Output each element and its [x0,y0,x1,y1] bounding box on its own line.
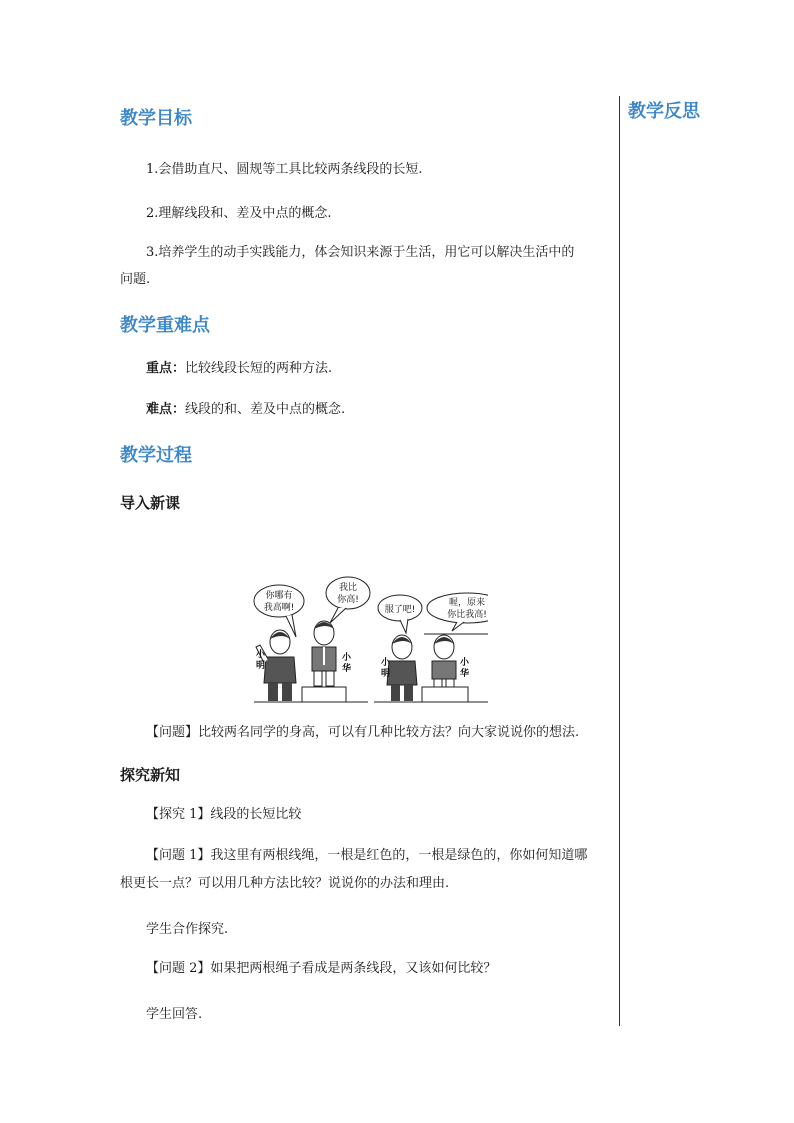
difficulty-text: 线段的和、差及中点的概念. [185,402,346,417]
question-2: 【问题 2】如果把两根绳子看成是两条线段，又该如何比较？ [146,961,497,976]
bubble1-line2: 我高啊! [263,603,295,613]
label-ming-left-1: 小 [256,650,266,660]
question-1-line2: 根更长一点？可以用几种方法比较？说说你的办法和理由. [120,876,450,891]
intro-question: 【问题】比较两名同学的身高，可以有几种比较方法？向大家说说你的想法. [146,725,580,740]
explore-heading: 探究新知 [120,766,181,784]
objective-3: 3.培养学生的动手实践能力，体会知识来源于生活，用它可以解决生活中的 [146,245,575,260]
objective-1: 1.会借助直尺、圆规等工具比较两条线段的长短. [146,162,423,177]
label-hua-right-1: 小 [460,658,470,668]
focus-text: 比较线段长短的两种方法. [185,361,333,376]
difficulty-label: 难点： [146,402,186,417]
question-1-line1: 【问题 1】我这里有两根线绳，一根是红色的，一根是绿色的，你如何知道哪 [146,848,588,863]
platform-right [422,687,468,702]
height-comparison-illustration [252,573,488,703]
label-ming-right-2: 明 [381,669,391,679]
process-heading: 教学过程 [120,445,192,466]
bubble2-line2: 你高! [337,595,359,605]
key-points-heading: 教学重难点 [120,315,210,336]
label-ming-left-2: 明 [256,661,266,671]
boy-xiaohua-right [432,635,456,687]
label-hua-left-2: 华 [342,664,352,674]
label-hua-left-1: 小 [342,653,352,663]
bubble1-line1: 你哪有 [265,591,293,601]
boy-xiaohua-left [312,621,336,686]
reflection-title: 教学反思 [628,101,700,122]
label-ming-right-1: 小 [381,658,391,668]
boy-xiaoming-right [387,635,417,701]
platform-left [302,687,346,702]
objective-3-cont: 问题. [120,272,151,287]
focus-line [146,355,332,383]
objectives-heading: 教学目标 [120,108,192,129]
bubble4-line1: 喔，原来 [448,598,486,608]
bubble3-text: 服了吧! [384,605,416,615]
focus-label: 重点： [146,361,186,376]
bubble4-line2: 你比我高! [447,610,487,620]
cooperate-text: 学生合作探究. [146,922,229,937]
column-divider [619,96,620,1026]
difficulty-line [146,396,345,424]
label-hua-right-2: 华 [460,669,470,679]
explore-1: 【探究 1】线段的长短比较 [146,807,302,822]
objective-2: 2.理解线段和、差及中点的概念. [146,206,332,221]
bubble2-line1: 我比 [338,583,358,593]
intro-heading: 导入新课 [120,494,181,512]
answer-text: 学生回答. [146,1007,203,1022]
